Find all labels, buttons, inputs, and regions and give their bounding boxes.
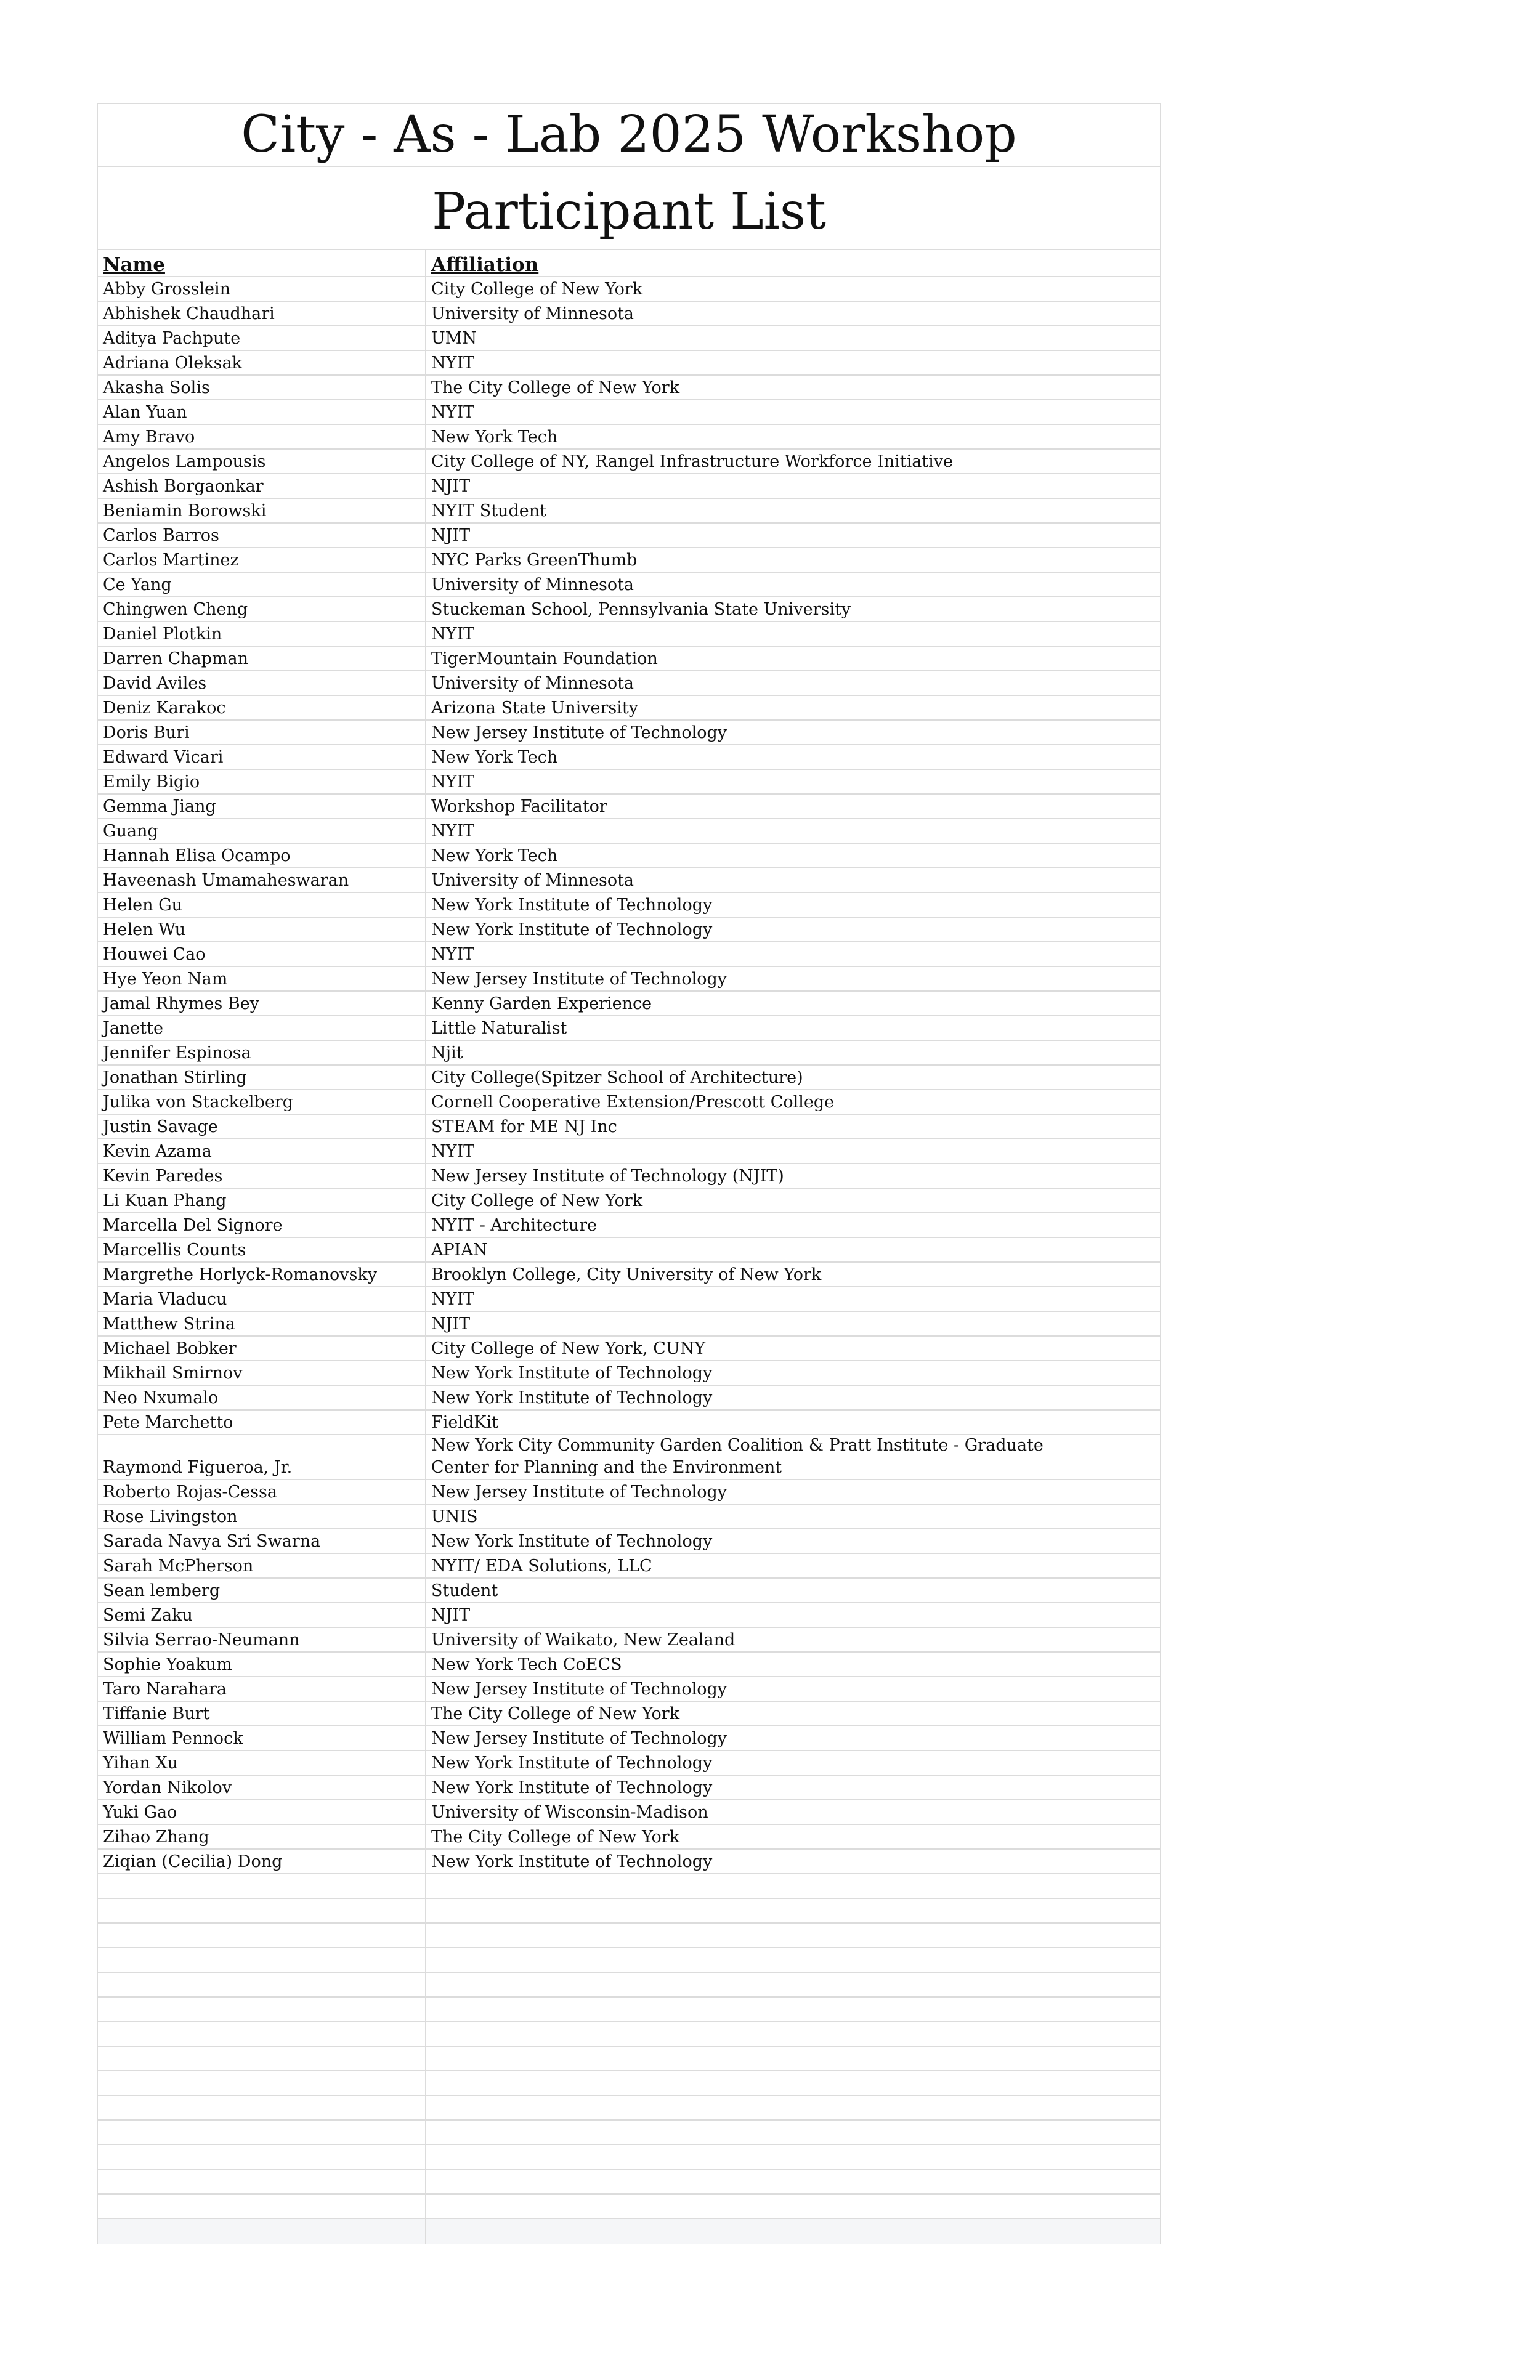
- empty-affiliation-cell[interactable]: [426, 1973, 1160, 1996]
- empty-affiliation-cell[interactable]: [426, 2121, 1160, 2144]
- participant-name-cell[interactable]: Sean lemberg: [98, 1579, 426, 1602]
- table-row: [98, 302, 1160, 326]
- participant-affiliation-cell[interactable]: NJIT: [431, 477, 471, 496]
- participant-name-cell[interactable]: Justin Savage: [98, 1115, 426, 1138]
- participant-affiliation-cell[interactable]: NYIT: [431, 403, 475, 422]
- participant-affiliation-cell[interactable]: University of Wisconsin-Madison: [431, 1803, 708, 1822]
- participant-name-cell[interactable]: Tiffanie Burt: [98, 1702, 426, 1725]
- table-row: [98, 868, 1160, 893]
- empty-affiliation-cell[interactable]: [426, 1948, 1160, 1972]
- participant-affiliation-cell[interactable]: City College of New York: [431, 1191, 643, 1210]
- empty-affiliation-cell[interactable]: [426, 1874, 1160, 1898]
- table-row: [98, 844, 1160, 868]
- participant-affiliation-cell[interactable]: Workshop Facilitator: [431, 797, 607, 816]
- table-row: [98, 1628, 1160, 1653]
- table-row: [98, 1115, 1160, 1139]
- empty-affiliation-cell[interactable]: [426, 2170, 1160, 2193]
- table-row: [98, 647, 1160, 671]
- participant-affiliation-cell[interactable]: NYIT: [431, 354, 475, 373]
- participant-affiliation-cell[interactable]: Brooklyn College, City University of New York: [431, 1265, 822, 1284]
- empty-affiliation-cell[interactable]: [426, 1997, 1160, 2021]
- participant-affiliation-cell[interactable]: NYIT: [431, 945, 475, 964]
- participant-name-cell[interactable]: Taro Narahara: [98, 1677, 426, 1701]
- empty-name-cell[interactable]: [98, 1997, 426, 2021]
- table-row: [98, 622, 1160, 647]
- table-row: [98, 1386, 1160, 1411]
- participant-name-cell[interactable]: Silvia Serrao-Neumann: [98, 1628, 426, 1651]
- table-row: [98, 400, 1160, 425]
- empty-affiliation-cell[interactable]: [426, 2195, 1160, 2218]
- title-cell[interactable]: [98, 104, 1160, 167]
- table-row: [98, 1529, 1160, 1554]
- participant-name-cell[interactable]: Michael Bobker: [98, 1337, 426, 1360]
- participant-name-cell[interactable]: Pete Marchetto: [98, 1411, 426, 1434]
- participant-affiliation-cell[interactable]: Kenny Garden Experience: [431, 994, 652, 1013]
- empty-name-cell[interactable]: [98, 2145, 426, 2169]
- participant-name-cell[interactable]: Edward Vicari: [98, 745, 426, 769]
- participant-name-cell[interactable]: Ashish Borgaonkar: [98, 474, 426, 498]
- participant-name-cell[interactable]: Beniamin Borowski: [98, 499, 426, 522]
- footer-name-cell[interactable]: [98, 2219, 426, 2244]
- empty-affiliation-cell[interactable]: [426, 2145, 1160, 2169]
- participant-name-cell[interactable]: Jonathan Stirling: [98, 1066, 426, 1089]
- participant-name-cell[interactable]: Adriana Oleksak: [98, 351, 426, 374]
- participant-name-cell[interactable]: Kevin Azama: [98, 1139, 426, 1163]
- participant-affiliation-cell[interactable]: New York Tech: [431, 427, 558, 447]
- participant-name-cell[interactable]: Maria Vladucu: [98, 1287, 426, 1311]
- table-row: [98, 1702, 1160, 1726]
- table-row: [98, 1361, 1160, 1386]
- participant-affiliation-cell[interactable]: The City College of New York: [431, 1827, 680, 1847]
- table-row: [98, 1139, 1160, 1164]
- participant-name-cell[interactable]: Li Kuan Phang: [98, 1189, 426, 1212]
- participant-affiliation-cell[interactable]: NYIT: [431, 1290, 475, 1309]
- participant-name-cell[interactable]: Abhishek Chaudhari: [98, 302, 426, 325]
- table-row: [98, 474, 1160, 499]
- empty-table-row: [98, 2195, 1160, 2219]
- table-row: [98, 425, 1160, 450]
- empty-name-cell[interactable]: [98, 1899, 426, 1922]
- table-row: [98, 1090, 1160, 1115]
- participant-name-cell[interactable]: Yihan Xu: [98, 1751, 426, 1775]
- table-row: [98, 1776, 1160, 1800]
- participant-name-cell[interactable]: Angelos Lampousis: [98, 450, 426, 473]
- participant-affiliation-cell[interactable]: NJIT: [431, 526, 471, 545]
- table-row: [98, 795, 1160, 819]
- table-row: [98, 1480, 1160, 1505]
- table-row: [98, 1850, 1160, 1874]
- empty-table-row: [98, 2170, 1160, 2195]
- participant-sheet: [97, 103, 1161, 2244]
- participant-affiliation-cell[interactable]: NYIT - Architecture: [431, 1216, 598, 1235]
- sheet-footer-band: [98, 2219, 1160, 2244]
- empty-table-row: [98, 1997, 1160, 2022]
- participant-affiliation-cell[interactable]: University of Minnesota: [431, 575, 634, 594]
- participant-affiliation-cell[interactable]: NJIT: [431, 1606, 471, 1625]
- participant-name-cell[interactable]: Doris Buri: [98, 721, 426, 744]
- empty-table-row: [98, 1924, 1160, 1948]
- participant-name-cell[interactable]: Yordan Nikolov: [98, 1776, 426, 1799]
- participant-name-cell[interactable]: Sarah McPherson: [98, 1554, 426, 1577]
- participant-name-cell[interactable]: Gemma Jiang: [98, 795, 426, 818]
- participant-name-cell[interactable]: Marcella Del Signore: [98, 1213, 426, 1237]
- participant-name-cell[interactable]: William Pennock: [98, 1726, 426, 1750]
- participant-affiliation-cell[interactable]: NYIT: [431, 625, 475, 644]
- participant-affiliation-cell[interactable]: University of Minnesota: [431, 871, 634, 890]
- name-column-header[interactable]: Name: [98, 250, 426, 276]
- participant-name-cell[interactable]: Amy Bravo: [98, 425, 426, 448]
- empty-name-cell[interactable]: [98, 1973, 426, 1996]
- table-row: [98, 819, 1160, 844]
- table-row: [98, 326, 1160, 351]
- table-row: [98, 450, 1160, 474]
- table-row: [98, 1189, 1160, 1213]
- participant-affiliation-cell[interactable]: City College of NY, Rangel Infrastructure Workforce Initiative: [431, 452, 954, 471]
- participant-name-cell[interactable]: Matthew Strina: [98, 1312, 426, 1335]
- empty-table-row: [98, 2022, 1160, 2047]
- affiliation-column-header[interactable]: Affiliation: [431, 254, 539, 276]
- participant-affiliation-cell[interactable]: New Jersey Institute of Technology: [431, 1680, 727, 1699]
- participant-name-cell[interactable]: Margrethe Horlyck-Romanovsky: [98, 1263, 426, 1286]
- table-row: [98, 1751, 1160, 1776]
- participant-name-cell[interactable]: Alan Yuan: [98, 400, 426, 424]
- sheet-subtitle: Participant List: [432, 182, 826, 241]
- table-row: [98, 1263, 1160, 1287]
- table-row: [98, 721, 1160, 745]
- table-row: [98, 1164, 1160, 1189]
- participant-affiliation-cell[interactable]: FieldKit: [431, 1413, 498, 1432]
- empty-affiliation-cell[interactable]: [426, 1924, 1160, 1947]
- participant-name-cell[interactable]: Marcellis Counts: [98, 1238, 426, 1261]
- table-row: [98, 376, 1160, 400]
- table-row: [98, 1726, 1160, 1751]
- empty-table-row: [98, 1874, 1160, 1899]
- participant-affiliation-cell[interactable]: NJIT: [431, 1314, 471, 1334]
- sheet-title: City - As - Lab 2025 Workshop: [241, 105, 1017, 164]
- participant-affiliation-cell[interactable]: NYIT/ EDA Solutions, LLC: [431, 1556, 652, 1576]
- participant-affiliation-cell[interactable]: New York Institute of Technology: [431, 1532, 713, 1551]
- table-row: [98, 1579, 1160, 1603]
- participant-affiliation-cell[interactable]: Arizona State University: [431, 698, 638, 718]
- empty-name-cell[interactable]: [98, 2022, 426, 2046]
- table-row: [98, 918, 1160, 942]
- table-row: [98, 1677, 1160, 1702]
- table-row: [98, 597, 1160, 622]
- participant-affiliation-cell[interactable]: NYC Parks GreenThumb: [431, 551, 638, 570]
- table-row: [98, 1337, 1160, 1361]
- table-row: [98, 1287, 1160, 1312]
- empty-name-cell[interactable]: [98, 1924, 426, 1947]
- participant-name-cell[interactable]: Akasha Solis: [98, 376, 426, 399]
- participant-name-cell[interactable]: Guang: [98, 819, 426, 843]
- empty-name-cell[interactable]: [98, 2195, 426, 2218]
- table-row: [98, 893, 1160, 918]
- table-row: [98, 1041, 1160, 1066]
- empty-table-row: [98, 1973, 1160, 1997]
- participant-name-cell[interactable]: Janette: [98, 1016, 426, 1040]
- empty-name-cell[interactable]: [98, 2096, 426, 2119]
- participant-affiliation-cell[interactable]: APIAN: [431, 1241, 488, 1260]
- participant-affiliation-cell[interactable]: New York Institute of Technology: [431, 1388, 713, 1407]
- table-row: [98, 942, 1160, 967]
- table-row: [98, 548, 1160, 573]
- table-row: [98, 1653, 1160, 1677]
- empty-table-row: [98, 2047, 1160, 2071]
- participant-affiliation-cell[interactable]: NYIT: [431, 1142, 475, 1161]
- participant-name-cell[interactable]: Emily Bigio: [98, 770, 426, 793]
- table-row: [98, 1238, 1160, 1263]
- participant-name-cell[interactable]: Darren Chapman: [98, 647, 426, 670]
- participant-affiliation-cell[interactable]: NYIT: [431, 772, 475, 791]
- table-row: [98, 1066, 1160, 1090]
- participant-affiliation-cell[interactable]: New Jersey Institute of Technology: [431, 723, 727, 742]
- table-row: [98, 967, 1160, 992]
- participant-affiliation-cell[interactable]: UNIS: [431, 1507, 478, 1526]
- table-row: [98, 1411, 1160, 1435]
- empty-affiliation-cell[interactable]: [426, 2047, 1160, 2070]
- participant-affiliation-cell[interactable]: TigerMountain Foundation: [431, 649, 658, 668]
- table-row: [98, 1312, 1160, 1337]
- participant-affiliation-cell[interactable]: New Jersey Institute of Technology (NJIT): [431, 1167, 784, 1186]
- table-row: [98, 277, 1160, 302]
- participant-affiliation-cell[interactable]: New York City Community Garden Coalition & Pratt Institute - Graduate Center for Planning and the Environment: [431, 1436, 1044, 1477]
- empty-name-cell[interactable]: [98, 1948, 426, 1972]
- participant-affiliation-cell[interactable]: New Jersey Institute of Technology: [431, 1729, 727, 1748]
- empty-table-row: [98, 2071, 1160, 2096]
- participant-name-cell[interactable]: Daniel Plotkin: [98, 622, 426, 646]
- empty-name-cell[interactable]: [98, 2047, 426, 2070]
- table-row: [98, 1800, 1160, 1825]
- table-row: [98, 671, 1160, 696]
- participant-name-cell[interactable]: Yuki Gao: [98, 1800, 426, 1824]
- footer-affiliation-cell[interactable]: [426, 2219, 1160, 2244]
- table-row: [98, 1435, 1160, 1480]
- empty-affiliation-cell[interactable]: [426, 1899, 1160, 1922]
- participant-name-cell[interactable]: Hannah Elisa Ocampo: [98, 844, 426, 867]
- participant-name-cell[interactable]: Julika von Stackelberg: [98, 1090, 426, 1114]
- participant-affiliation-cell[interactable]: New York Institute of Technology: [431, 1778, 713, 1797]
- table-row: [98, 992, 1160, 1016]
- participant-name-cell[interactable]: Helen Wu: [98, 918, 426, 941]
- empty-table-row: [98, 2145, 1160, 2170]
- participant-name-cell[interactable]: Hye Yeon Nam: [98, 967, 426, 990]
- participant-affiliation-cell[interactable]: University of Waikato, New Zealand: [431, 1630, 736, 1649]
- participant-affiliation-cell[interactable]: New York Institute of Technology: [431, 1852, 713, 1871]
- table-row: [98, 524, 1160, 548]
- participant-affiliation-cell[interactable]: New York Institute of Technology: [431, 920, 713, 939]
- participant-affiliation-cell[interactable]: New York Tech CoECS: [431, 1655, 622, 1674]
- participant-name-cell[interactable]: Sophie Yoakum: [98, 1653, 426, 1676]
- participant-affiliation-cell[interactable]: University of Minnesota: [431, 674, 634, 693]
- participant-name-cell[interactable]: Raymond Figueroa, Jr.: [98, 1435, 426, 1479]
- participant-name-cell[interactable]: Helen Gu: [98, 893, 426, 917]
- participant-name-cell[interactable]: Haveenash Umamaheswaran: [98, 868, 426, 892]
- participant-affiliation-cell[interactable]: City College(Spitzer School of Architecture): [431, 1068, 803, 1087]
- participant-name-cell[interactable]: Jamal Rhymes Bey: [98, 992, 426, 1015]
- participant-affiliation-cell[interactable]: New York Tech: [431, 846, 558, 865]
- participant-name-cell[interactable]: Roberto Rojas-Cessa: [98, 1480, 426, 1504]
- table-row: [98, 351, 1160, 376]
- participant-affiliation-cell[interactable]: Njit: [431, 1043, 463, 1062]
- participant-affiliation-cell[interactable]: City College of New York: [431, 280, 643, 299]
- participant-affiliation-cell[interactable]: The City College of New York: [431, 1704, 680, 1723]
- column-header-row: [98, 250, 1160, 277]
- empty-name-cell[interactable]: [98, 2121, 426, 2144]
- subtitle-cell[interactable]: [98, 167, 1160, 250]
- participant-rows: [98, 277, 1160, 1874]
- participant-name-cell[interactable]: Ziqian (Cecilia) Dong: [98, 1850, 426, 1873]
- table-row: [98, 1505, 1160, 1529]
- participant-affiliation-cell[interactable]: New York Institute of Technology: [431, 1754, 713, 1773]
- participant-affiliation-cell[interactable]: Stuckeman School, Pennsylvania State University: [431, 600, 851, 619]
- participant-name-cell[interactable]: Semi Zaku: [98, 1603, 426, 1627]
- participant-name-cell[interactable]: Ce Yang: [98, 573, 426, 596]
- table-row: [98, 1213, 1160, 1238]
- participant-name-cell[interactable]: Carlos Barros: [98, 524, 426, 547]
- table-row: [98, 1016, 1160, 1041]
- table-row: [98, 499, 1160, 524]
- participant-name-cell[interactable]: Rose Livingston: [98, 1505, 426, 1528]
- participant-name-cell[interactable]: Abby Grosslein: [98, 277, 426, 301]
- empty-rows: [98, 1874, 1160, 2219]
- participant-name-cell[interactable]: Chingwen Cheng: [98, 597, 426, 621]
- participant-affiliation-cell[interactable]: NYIT: [431, 822, 475, 841]
- participant-name-cell[interactable]: Mikhail Smirnov: [98, 1361, 426, 1385]
- participant-name-cell[interactable]: Sarada Navya Sri Swarna: [98, 1529, 426, 1553]
- empty-table-row: [98, 2121, 1160, 2145]
- empty-table-row: [98, 2096, 1160, 2121]
- participant-affiliation-cell[interactable]: New York Institute of Technology: [431, 896, 713, 915]
- table-row: [98, 745, 1160, 770]
- participant-name-cell[interactable]: Neo Nxumalo: [98, 1386, 426, 1409]
- participant-name-cell[interactable]: Deniz Karakoc: [98, 696, 426, 719]
- empty-affiliation-cell[interactable]: [426, 2022, 1160, 2046]
- participant-affiliation-cell[interactable]: New York Institute of Technology: [431, 1364, 713, 1383]
- empty-name-cell[interactable]: [98, 1874, 426, 1898]
- table-row: [98, 696, 1160, 721]
- participant-affiliation-cell[interactable]: University of Minnesota: [431, 304, 634, 323]
- participant-affiliation-cell[interactable]: UMN: [431, 329, 477, 348]
- table-row: [98, 1603, 1160, 1628]
- participant-name-cell[interactable]: Zihao Zhang: [98, 1825, 426, 1848]
- empty-affiliation-cell[interactable]: [426, 2096, 1160, 2119]
- participant-name-cell[interactable]: Kevin Paredes: [98, 1164, 426, 1188]
- empty-name-cell[interactable]: [98, 2170, 426, 2193]
- participant-affiliation-cell[interactable]: Little Naturalist: [431, 1019, 567, 1038]
- table-row: [98, 573, 1160, 597]
- participant-affiliation-cell[interactable]: Cornell Cooperative Extension/Prescott College: [431, 1093, 835, 1112]
- empty-affiliation-cell[interactable]: [426, 2071, 1160, 2095]
- participant-affiliation-cell[interactable]: New Jersey Institute of Technology: [431, 1483, 727, 1502]
- participant-name-cell[interactable]: Carlos Martinez: [98, 548, 426, 572]
- participant-affiliation-cell[interactable]: NYIT Student: [431, 501, 546, 520]
- participant-name-cell[interactable]: David Aviles: [98, 671, 426, 695]
- table-row: [98, 1554, 1160, 1579]
- participant-name-cell[interactable]: Aditya Pachpute: [98, 326, 426, 350]
- participant-affiliation-cell[interactable]: The City College of New York: [431, 378, 680, 397]
- empty-table-row: [98, 1948, 1160, 1973]
- participant-affiliation-cell[interactable]: STEAM for ME NJ Inc: [431, 1117, 617, 1136]
- participant-affiliation-cell[interactable]: New Jersey Institute of Technology: [431, 969, 727, 989]
- empty-table-row: [98, 1899, 1160, 1924]
- participant-name-cell[interactable]: Houwei Cao: [98, 942, 426, 966]
- table-row: [98, 770, 1160, 795]
- participant-name-cell[interactable]: Jennifer Espinosa: [98, 1041, 426, 1064]
- empty-name-cell[interactable]: [98, 2071, 426, 2095]
- participant-affiliation-cell[interactable]: City College of New York, CUNY: [431, 1339, 706, 1358]
- participant-affiliation-cell[interactable]: New York Tech: [431, 748, 558, 767]
- participant-affiliation-cell[interactable]: Student: [431, 1581, 498, 1600]
- table-row: [98, 1825, 1160, 1850]
